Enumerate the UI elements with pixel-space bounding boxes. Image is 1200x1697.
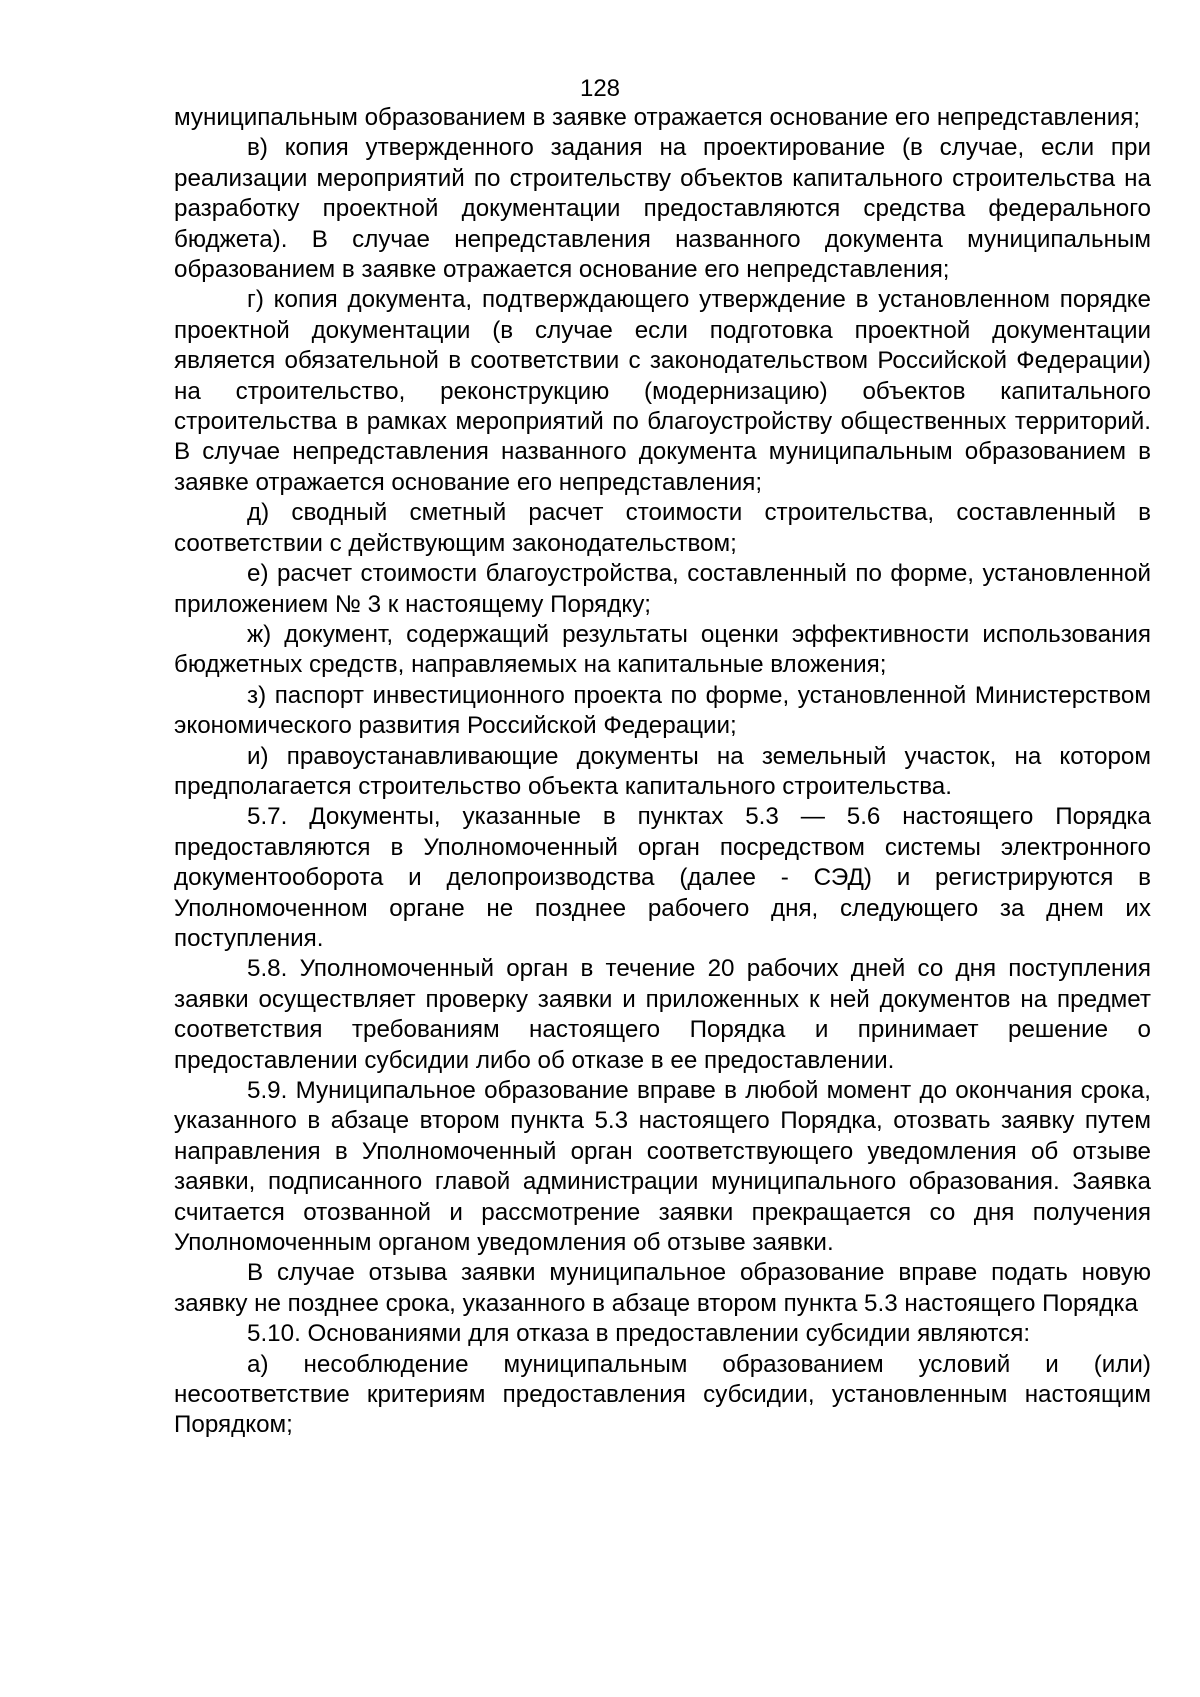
paragraph-item-e: е) расчет стоимости благоустройства, составленный по форме, установленной приложением № 3 к настоящему Порядку; xyxy=(174,560,1151,618)
paragraph-item-g: г) копия документа, подтверждающего утверждение в установленном порядке проектной документации (в случае если подготовка проектной документации является обязательной в соответствии с законодательством Российской Федерации) на строительство, реконструкцию (модернизацию) объектов капитального строительства в рамках мероприятий по благоустройству общественных территорий. В случае непредставления названного документа муниципальным образованием в заявке отражается основание его непредставления; xyxy=(174,286,1151,496)
paragraph-item-v: в) копия утвержденного задания на проектирование (в случае, если при реализации мероприятий по строительству объектов капитального строительства на разработку проектной документации предоставляются средства федерального бюджета). В случае непредставления названного документа муниципальным образованием в заявке отражается основание его непредставления; xyxy=(174,134,1151,284)
paragraph-5-10: 5.10. Основаниями для отказа в предоставлении субсидии являются: xyxy=(247,1320,1031,1348)
paragraph-5-7: 5.7. Документы, указанные в пунктах 5.3 — 5.6 настоящего Порядка предоставляются в Уполномоченный орган посредством системы электронного документооборота и делопроизводства (далее - СЭД) и регистрируются в Уполномоченном органе не позднее рабочего дня, следующего за днем их поступления. xyxy=(174,803,1151,952)
paragraph-item-z: з) паспорт инвестиционного проекта по форме, установленной Министерством экономического развития Российской Федерации; xyxy=(174,681,1151,740)
paragraph-continuation: муниципальным образованием в заявке отражается основание его непредставления; xyxy=(174,104,1141,131)
paragraph-5-10-item-a: а) несоблюдение муниципальным образованием условий и (или) несоответствие критериям предоставления субсидии, установленным настоящим Порядком; xyxy=(174,1350,1151,1439)
paragraph-5-8: 5.8. Уполномоченный орган в течение 20 рабочих дней со дня поступления заявки осуществляет проверку заявки и приложенных к ней документов на предмет соответствия требованиям настоящего Порядка и принимает решение о предоставлении субсидии либо об отказе в ее предоставлении. xyxy=(174,955,1151,1074)
paragraph-item-d: д) сводный сметный расчет стоимости строительства, составленный в соответствии с действующим законодательством; xyxy=(174,499,1151,557)
paragraph-5-9-withdrawal: В случае отзыва заявки муниципальное образование вправе подать новую заявку не позднее срока, указанного в абзаце втором пункта 5.3 настоящего Порядка xyxy=(174,1259,1151,1317)
document-body xyxy=(174,103,1151,1441)
page-number: 128 xyxy=(579,75,621,102)
paragraph-item-i: и) правоустанавливающие документы на земельный участок, на котором предполагается строительство объекта капитального строительства. xyxy=(174,742,1151,800)
paragraph-5-9: 5.9. Муниципальное образование вправе в любой момент до окончания срока, указанного в абзаце втором пункта 5.3 настоящего Порядка, отозвать заявку путем направления в Уполномоченный орган соответствующего уведомления об отзыве заявки, подписанного главой администрации муниципального образования. Заявка считается отозванной и рассмотрение заявки прекращается со дня получения Уполномоченным органом уведомления об отзыве заявки. xyxy=(174,1077,1151,1257)
paragraph-item-zh: ж) документ, содержащий результаты оценки эффективности использования бюджетных средств, направляемых на капитальные вложения; xyxy=(174,620,1151,679)
